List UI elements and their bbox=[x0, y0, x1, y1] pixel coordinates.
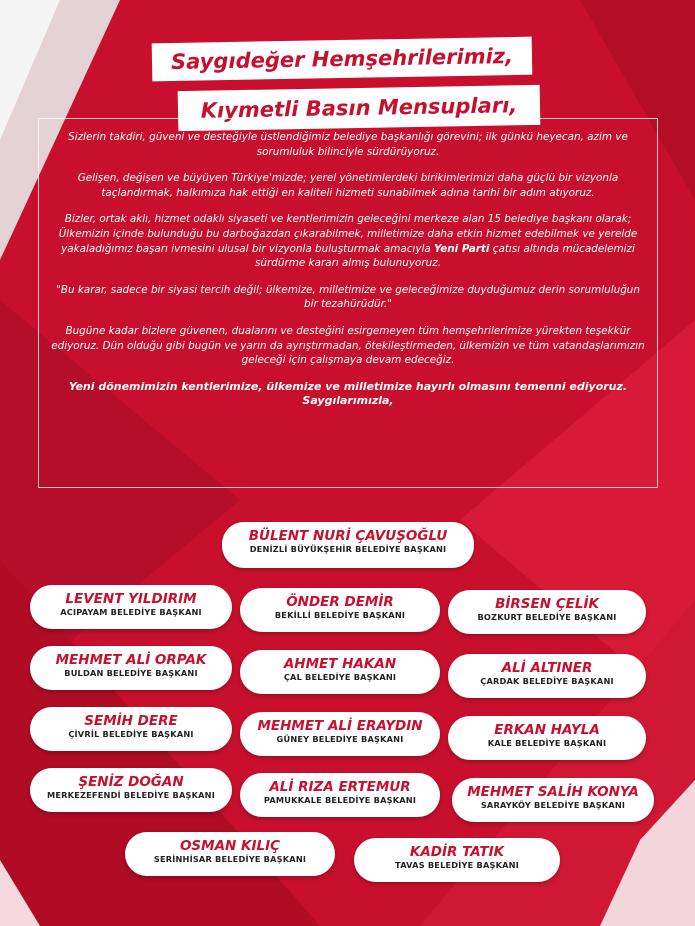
letter-paragraph-2: Gelişen, değişen ve büyüyen Türkiye'mizde; yerel yönetimlerdeki birikimlerimizi daha güçlü bir vizyonla taçlandırmak, halkımıza hak ettiği en kaliteli hizmeti sunabilmek adına tarihi bir adım atıyoruz. bbox=[77, 172, 619, 199]
closing-wish: Yeni dönemimizin kentlerimize, ülkemize ve milletimize hayırlı olmasını temenni ediyoruz. bbox=[68, 379, 628, 393]
mayor-name: LEVENT YILDIRIM bbox=[65, 591, 197, 607]
mayor-card bbox=[240, 712, 440, 756]
mayor-role: ÇAL BELEDİYE BAŞKANI bbox=[283, 672, 397, 682]
mayor-card bbox=[30, 707, 232, 751]
letter-body bbox=[48, 130, 648, 409]
mayor-role: SERİNHİSAR BELEDİYE BAŞKANI bbox=[153, 854, 307, 864]
mayor-card bbox=[240, 650, 440, 694]
mayor-name: ALİ RIZA ERTEMUR bbox=[269, 779, 411, 795]
mayor-card bbox=[30, 768, 232, 812]
mayor-name: ŞENİZ DOĞAN bbox=[78, 774, 184, 790]
mayor-name: SEMİH DERE bbox=[84, 713, 178, 729]
letter-paragraph-3-end: çatısı altında mücadelemizi sürdürme kararı almış bulunuyoruz. bbox=[255, 242, 635, 270]
mayor-card bbox=[448, 590, 646, 634]
mayor-role: BULDAN BELEDİYE BAŞKANI bbox=[64, 668, 198, 678]
mayor-card bbox=[125, 832, 335, 876]
mayor-role: KALE BELEDİYE BAŞKANI bbox=[487, 738, 607, 748]
mayor-role: BOZKURT BELEDİYE BAŞKANI bbox=[477, 612, 617, 622]
mayor-role: MERKEZEFENDİ BELEDİYE BAŞKANI bbox=[47, 790, 215, 800]
mayor-name: MEHMET ALİ ORPAK bbox=[55, 652, 207, 668]
mayor-name: OSMAN KILIÇ bbox=[179, 838, 281, 854]
mayor-card bbox=[30, 585, 232, 629]
mayor-card bbox=[448, 716, 646, 760]
closing-regards: Saygılarımızla, bbox=[302, 394, 394, 408]
letter-paragraph-3-start: Bizler, ortak aklı, hizmet odaklı siyaseti ve kentlerimizin geleceğini merkeze alan 15 belediye başkanı olarak; Ülkemizin içinde bulunduğu bu darboğazdan çıkarabilmek, milletimize daha etkin hizmet edebilmek ve yerelde yakaladığımız başarı ivmesini ulusal bir vizyonla buluşturmak amacıyla bbox=[58, 213, 638, 255]
mayor-role: ACIPAYAM BELEDİYE BAŞKANI bbox=[60, 607, 202, 617]
mayor-name: ERKAN HAYLA bbox=[494, 722, 600, 738]
mayor-name: AHMET HAKAN bbox=[283, 656, 397, 672]
letter-paragraph-3 bbox=[48, 212, 648, 270]
mayor-role: DENİZLİ BÜYÜKŞEHİR BELEDİYE BAŞKANI bbox=[249, 544, 447, 554]
mayor-card bbox=[222, 522, 474, 568]
mayor-name: BİRSEN ÇELİK bbox=[495, 596, 599, 612]
mayor-role: TAVAS BELEDİYE BAŞKANI bbox=[395, 860, 519, 870]
header-line-1: Saygıdeğer Hemşehrilerimiz, bbox=[152, 37, 533, 82]
mayor-card bbox=[448, 654, 646, 698]
header-line-2: Kıymetli Basın Mensupları, bbox=[178, 85, 541, 131]
mayor-name: MEHMET SALİH KONYA bbox=[467, 784, 639, 800]
mayor-role: GÜNEY BELEDİYE BAŞKANI bbox=[276, 734, 404, 744]
letter-paragraph-5: Bugüne kadar bizlere güvenen, dualarını ve desteğini esirgemeyen tüm hemşehrilerimize yürekten teşekkür ediyoruz. Dün olduğu gibi bugün ve yarın da ayrıştırmadan, ötekileştirmeden, ülkemizin ve tüm vatandaşlarımızın geleceği için çalışmaya devam edeceğiz. bbox=[51, 324, 645, 367]
mayor-name: ÖNDER DEMİR bbox=[286, 594, 394, 610]
mayor-card bbox=[30, 646, 232, 690]
mayor-card bbox=[240, 588, 440, 632]
letter-paragraph-1: Sizlerin takdiri, güveni ve desteğiyle üstlendiğimiz belediye başkanlığı görevini; ilk günkü heyecan, azim ve sorumluluk bilinciyle sürdürüyoruz. bbox=[68, 131, 628, 158]
party-name: Yeni Parti bbox=[434, 242, 490, 255]
mayor-name: BÜLENT NURİ ÇAVUŞOĞLU bbox=[248, 528, 448, 544]
mayor-role: ÇARDAK BELEDİYE BAŞKANI bbox=[480, 676, 614, 686]
mayor-card bbox=[240, 773, 440, 817]
mayor-name: KADİR TATIK bbox=[409, 844, 505, 860]
mayor-role: SARAYKÖY BELEDİYE BAŞKANI bbox=[480, 800, 626, 810]
letter-quote: "Bu karar, sadece bir siyasi tercih değil; ülkemize, milletimize ve geleceğimize duyduğumuz derin sorumluluğun bir tezahürüdür." bbox=[56, 283, 640, 311]
mayor-name: MEHMET ALİ ERAYDIN bbox=[257, 718, 423, 734]
mayor-role: ÇİVRİL BELEDİYE BAŞKANI bbox=[68, 729, 194, 739]
mayor-card bbox=[354, 838, 560, 882]
mayor-role: PAMUKKALE BELEDİYE BAŞKANI bbox=[263, 795, 417, 805]
mayor-role: BEKİLLİ BELEDİYE BAŞKANI bbox=[274, 610, 406, 620]
mayor-name: ALİ ALTINER bbox=[501, 660, 593, 676]
mayor-card bbox=[452, 778, 654, 822]
